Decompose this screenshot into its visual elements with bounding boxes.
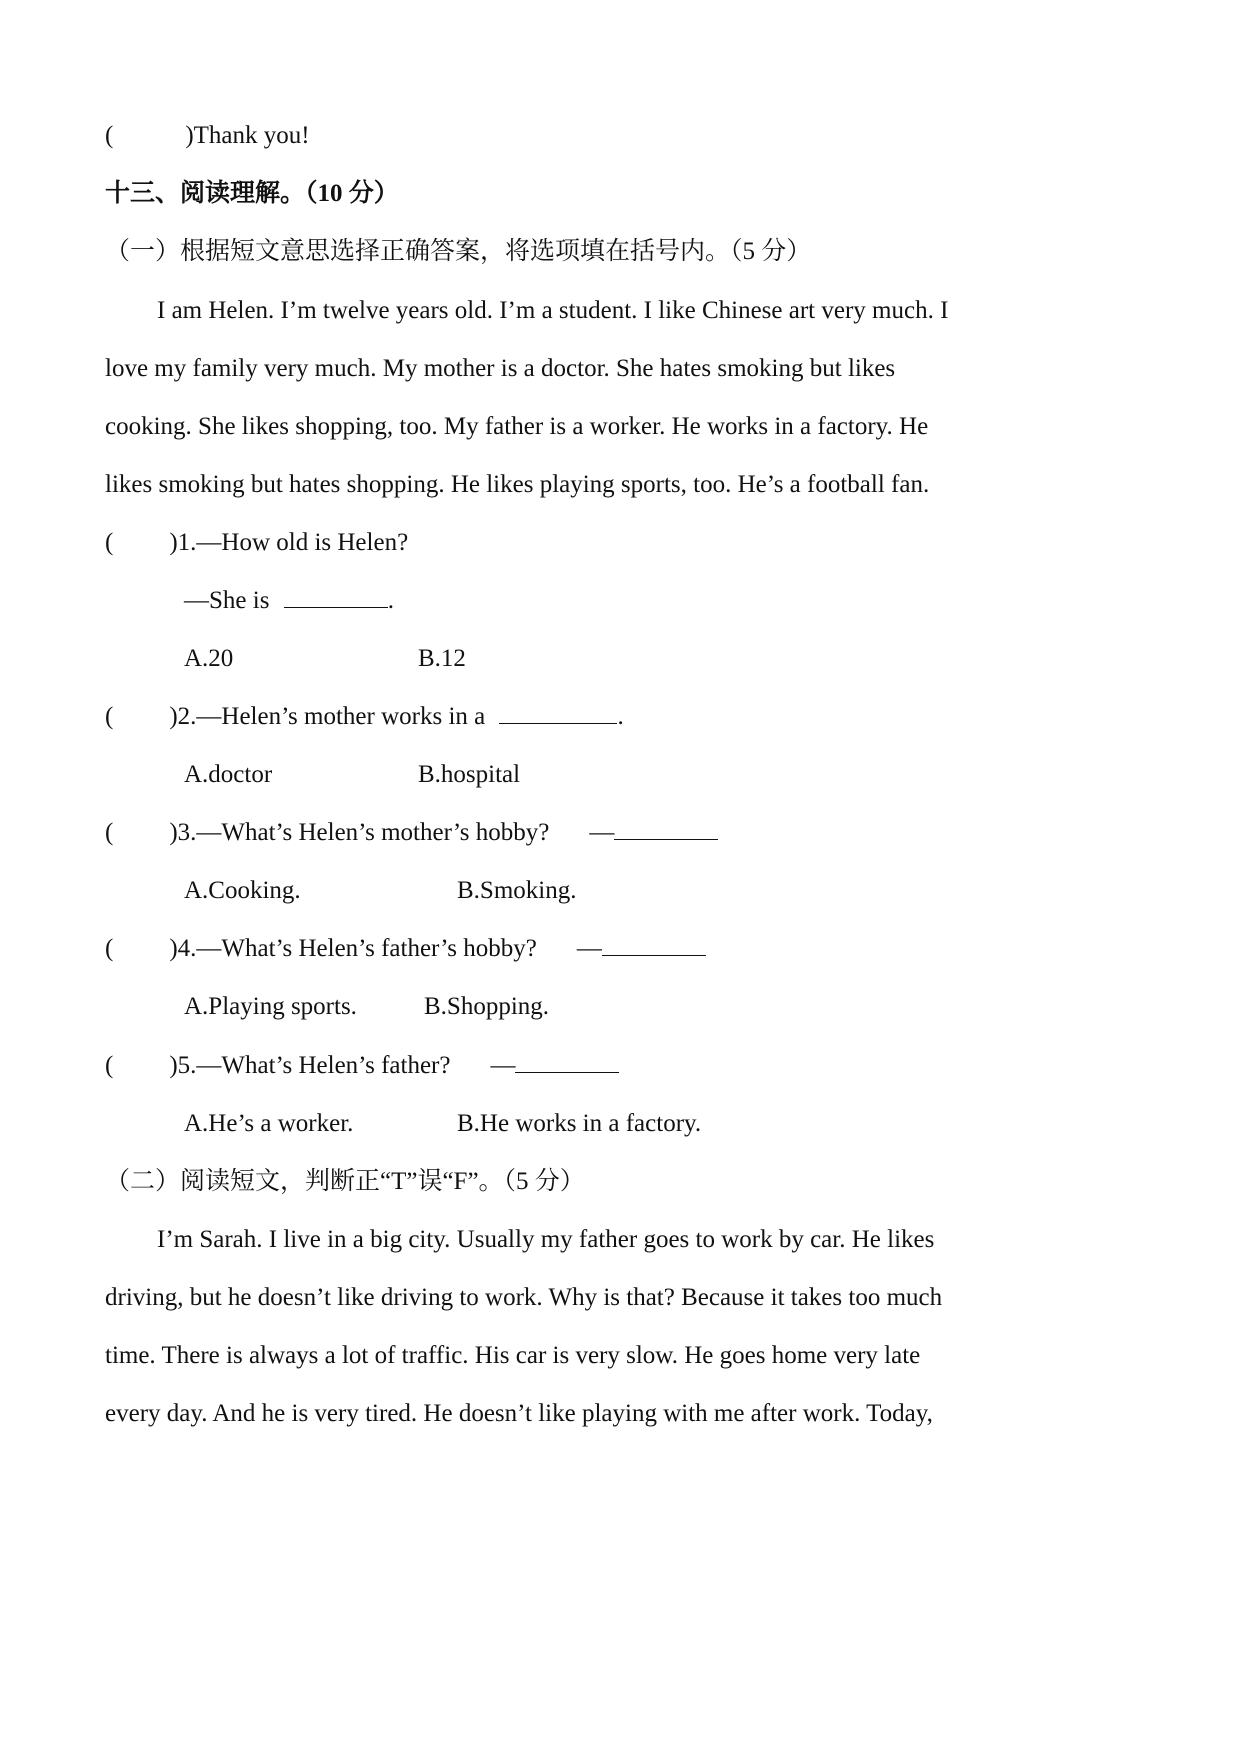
question-4 — [105, 932, 706, 966]
answer-blank[interactable] — [515, 1050, 619, 1073]
answer-paren: ( — [105, 935, 114, 962]
question-4-option-b: B.Shopping. — [424, 993, 550, 1020]
answer-paren: ( — [105, 819, 114, 846]
passage2-line-2: driving, but he doesn’t like driving to work. Why is that? Because it takes too much — [105, 1284, 943, 1311]
question-5-option-a: A.He’s a worker. — [184, 1110, 354, 1137]
question-3 — [105, 816, 718, 850]
question-stem: )4.—What’s Helen’s father’s hobby? — [169, 935, 537, 962]
question-stem: )3.—What’s Helen’s mother’s hobby? — [169, 819, 550, 846]
answer-dash: — — [589, 819, 615, 846]
question-1-option-b: B.12 — [418, 645, 466, 672]
answer-dash: — — [490, 1052, 516, 1079]
passage2-line-3: time. There is always a lot of traffic. His car is very slow. He goes home very late — [105, 1342, 921, 1369]
part1-instruction: （一）根据短文意思选择正确答案，将选项填在括号内。（5 分） — [105, 238, 812, 265]
answer-paren: ( — [105, 122, 114, 149]
answer-blank[interactable] — [499, 701, 617, 724]
question-1-option-a: A.20 — [184, 645, 234, 672]
question-2-option-a: A.doctor — [184, 761, 273, 788]
question-stem: )5.—What’s Helen’s father? — [169, 1052, 451, 1079]
answer-blank[interactable] — [614, 817, 718, 840]
passage1-line-1: I am Helen. I’m twelve years old. I’m a student. I like Chinese art very much. I — [157, 297, 949, 324]
question-1 — [105, 526, 408, 560]
question-2-option-b: B.hospital — [418, 761, 521, 788]
passage1-line-2: love my family very much. My mother is a doctor. She hates smoking but likes — [105, 355, 896, 382]
answer-blank[interactable] — [284, 585, 388, 608]
period: . — [387, 587, 394, 614]
passage2-line-4: every day. And he is very tired. He doesn’t like playing with me after work. Today, — [105, 1400, 933, 1427]
question-1-answer-line — [184, 584, 394, 618]
passage1-line-3: cooking. She likes shopping, too. My father is a worker. He works in a factory. He — [105, 413, 929, 440]
answer-paren: ( — [105, 703, 114, 730]
passage2-line-1: I’m Sarah. I live in a big city. Usually my father goes to work by car. He likes — [157, 1226, 935, 1253]
answer-prompt: —She is — [184, 587, 270, 614]
question-2 — [105, 700, 624, 734]
answer-paren: ( — [105, 1052, 114, 1079]
question-5-option-b: B.He works in a factory. — [457, 1110, 702, 1137]
prev-item-line — [105, 119, 310, 153]
answer-paren: ( — [105, 529, 114, 556]
passage1-line-4: likes smoking but hates shopping. He likes playing sports, too. He’s a football fan. — [105, 471, 930, 498]
answer-blank[interactable] — [602, 933, 706, 956]
answer-dash: — — [576, 935, 602, 962]
question-stem: )1.—How old is Helen? — [169, 529, 409, 556]
prev-item-text: )Thank you! — [185, 122, 310, 149]
section-title: 十三、阅读理解。（10 分） — [105, 180, 399, 207]
question-stem: )2.—Helen’s mother works in a — [169, 703, 486, 730]
question-4-option-a: A.Playing sports. — [184, 993, 357, 1020]
part2-instruction: （二）阅读短文，判断正“T”误“F”。（5 分） — [105, 1168, 585, 1195]
question-5 — [105, 1049, 619, 1083]
question-3-option-a: A.Cooking. — [184, 877, 301, 904]
period: . — [617, 703, 624, 730]
question-3-option-b: B.Smoking. — [457, 877, 577, 904]
